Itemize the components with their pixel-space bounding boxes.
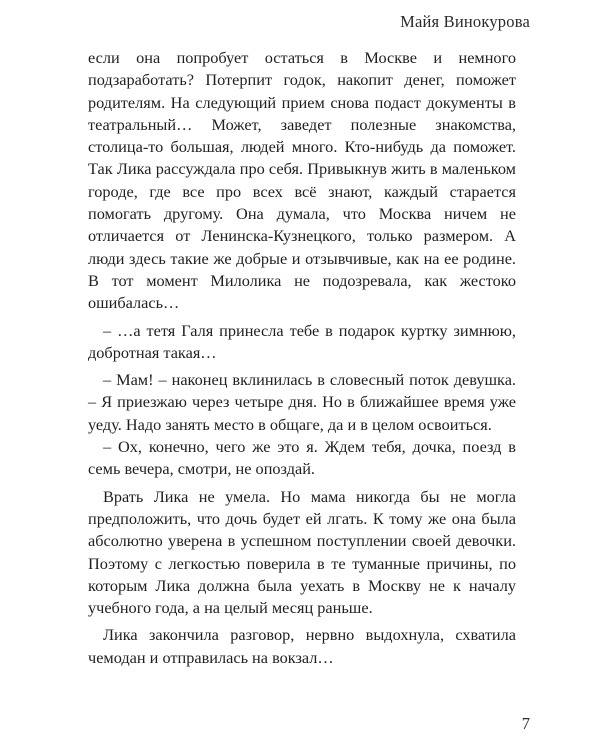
paragraph: если она попробует остаться в Москве и немного подзаработать? Потерпит годок, накопит денег, поможет родителям. На следующий прием снова подаст документы в театральный… Может, заведет полезные знакомства, столица-то большая, людей много. Кто-нибудь да поможет. Так Лика рассуждала про себя. Привыкнув жить в маленьком городе, где все про всех всё знают, каждый старается помогать другому. Она думала, что Москва ничем не отличается от Ленинска-Кузнецкого, только размером. А люди здесь такие же добрые и отзывчивые, как на ее родине. В тот момент Милолика не подозревала, как жестоко ошибалась… [88,48,516,313]
page-body-text [88,47,516,669]
paragraph: – Ох, конечно, чего же это я. Ждем тебя, дочка, поезд в семь вечера, смотри, не опоздай. [88,437,516,479]
running-head-author: Майя Винокурова [400,12,530,31]
paragraph: Врать Лика не умела. Но мама никогда бы не могла предположить, что дочь будет ей лгать. К тому же она была абсолютно уверена в успешном поступлении своей девочки. Поэтому с легкостью поверила в те туманные причины, по которым Лика должна была уехать в Москву не к началу учебного года, а на целый месяц раньше. [88,486,516,618]
paragraph: Лика закончила разговор, нервно выдохнула, схватила чемодан и отправилась на вокзал… [88,625,516,667]
paragraph: – Мам! – наконец вклинилась в словесный поток девушка. – Я приезжаю через четыре дня. Но в ближайшее время уже уеду. Надо занять место в общаге, да и в целом освоиться. [88,370,516,434]
paragraph: – …а тетя Галя принесла тебе в подарок куртку зимнюю, добротная такая… [88,320,516,362]
page-number: 7 [521,714,530,733]
